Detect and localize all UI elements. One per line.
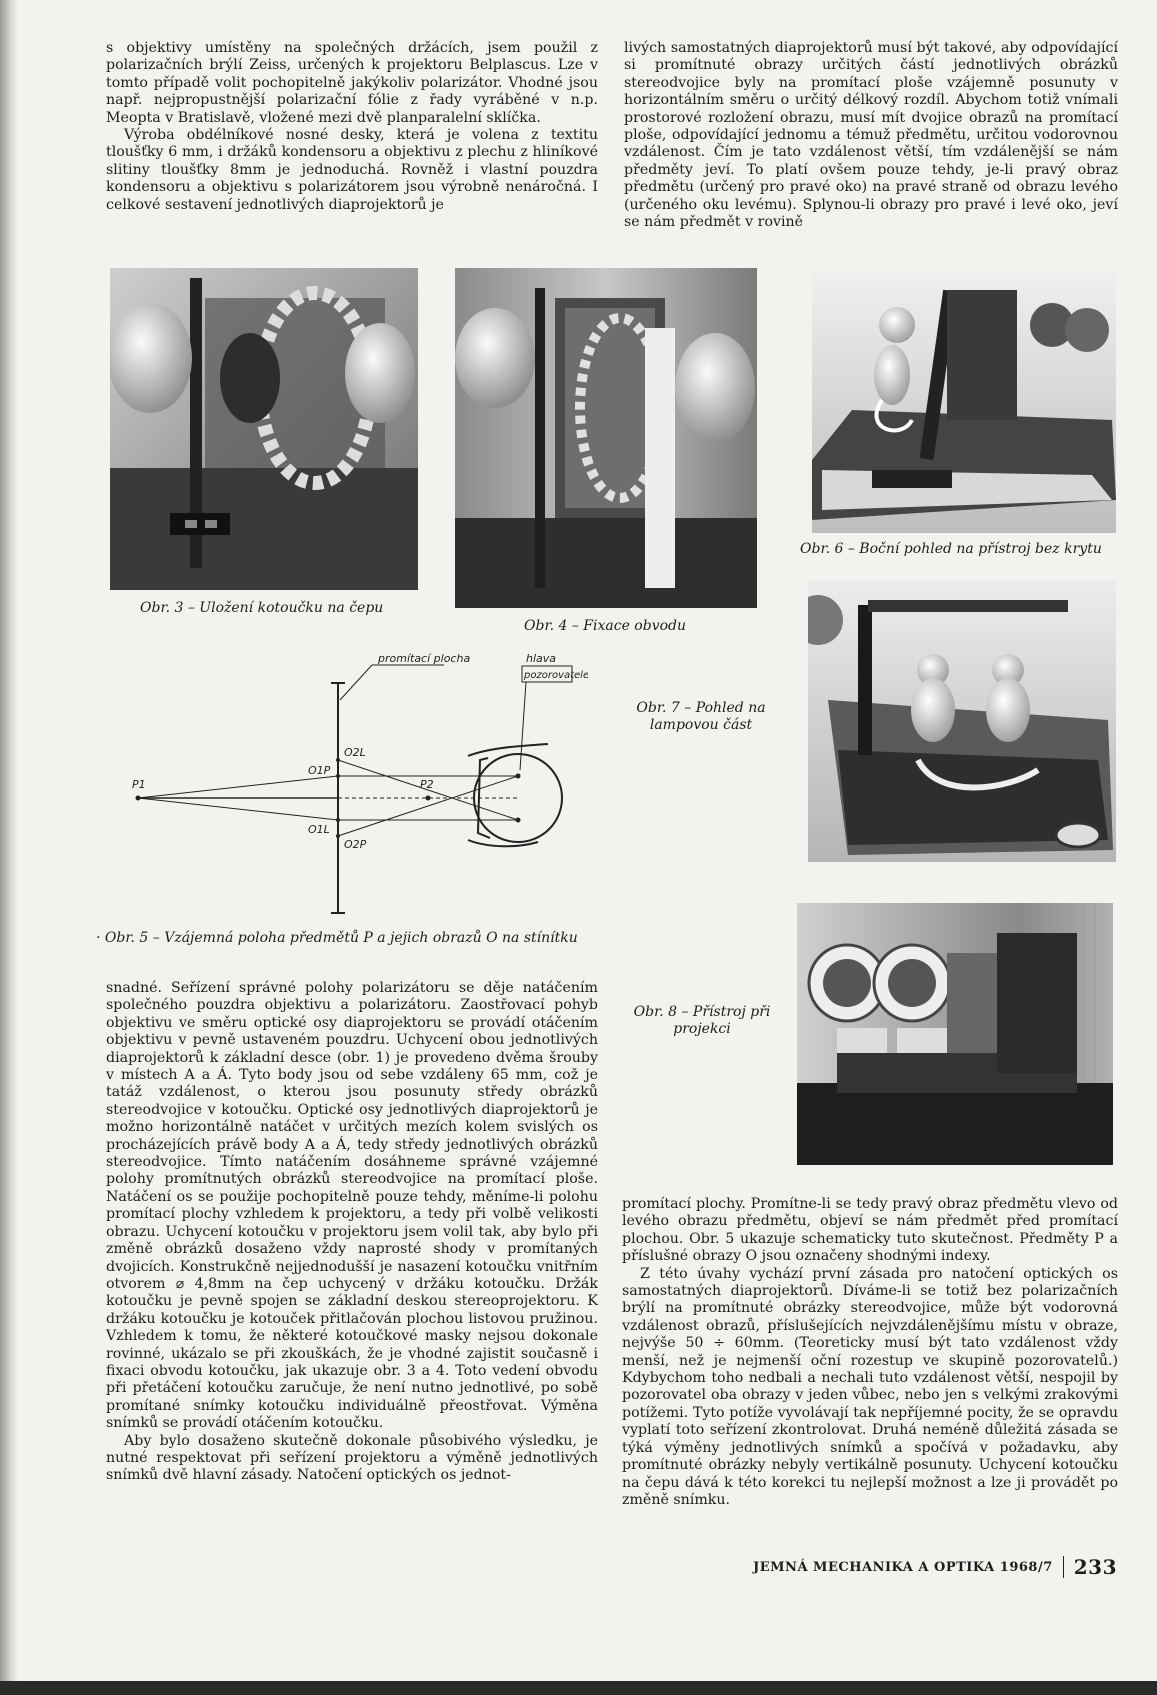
caption-fig8: Obr. 8 – Přístroj při projekci xyxy=(633,1004,771,1037)
page-footer xyxy=(753,1555,1117,1579)
photo-fig8-projecting xyxy=(797,903,1113,1165)
caption-fig4: Obr. 4 – Fixace obvodu xyxy=(524,618,687,634)
photo-fig4-rim-fixation xyxy=(455,268,757,608)
diagram-label-o1p: O1P xyxy=(308,764,331,777)
paragraph: Z této úvahy vychází první zásada pro natočení optických os samostatných diaprojektorů. Díváme-li se totiž bez polarizačních brýlí na promítnuté obrázky stereodvojice, může být vodorovná vzdálenost obrazů, příslušejících nejvzdálenějšímu místu v obraze, nejvýše 50 ÷ 60mm. (Teoreticky musí být tato vzdálenost vždy menší, než je nejmenší oční rozestup ve skupině pozorovatelů.) Kdybychom toho nedbali a nechali tuto vzdálenost větší, nespojil by pozorovatel oba obrazy v jeden vůbec, nebo jen s velkými zrakovými potížemi. Tyto potíže vyvolávají tak nepříjemné pocity, že se opravdu vyplatí toto seřízení zkontrolovat. Druhá neméně důležitá zásada se týká výměny jednotlivých snímků a spočívá v požadavku, aby promítnuté obrázky nebyly vertikálně posunuty. Uchycení kotoučku na čepu dává k této korekci tu nejlepší možnost a lze ji provádět po změně snímku. xyxy=(622,1265,1118,1508)
paragraph: snadné. Seřízení správné polohy polarizátoru se děje natáčením společného pouzdra objektivu a polarizátoru. Zaostřovací pohyb objektivu ve směru optické osy diaprojektoru se provádí otáčením objektivu v pevně ustaveném pouzdru. Uchycení obou jednotlivých diaprojektorů k základní desce (obr. 1) je provedeno dvěma šrouby v místech A a Á. Tyto body jsou od sebe vzdáleny 65 mm, což je tatáž vzdálenost, o kterou jsou posunuty středy obrázků stereodvojice v kotoučku. Optické osy jednotlivých diaprojektorů je možno horizontálně natáčet v určitých mezích kolem svislých os procházejících právě body A a Á, tedy středy jednotlivých obrázků stereodvojice. Tímto natáčením dosáhneme správné vzájemné polohy promítnutých obrázků stereodvojice na promítací ploše. Natáčení os se použije pochopitelně pouze tehdy, měníme-li polohu promítací plochy vzhledem k projektoru, a tedy při volbě velikosti obrazu. Uchycení kotoučku v projektoru jsem volil tak, aby bylo při změně obrázků dosaženo vždy naprosté shody v promítaných dvojicích. Konstrukčně nejjednodušší je nasazení kotoučku vnitřním otvorem ⌀ 4,8mm na čep uchycený v držáku kotoučku. Držák kotoučku je pevně spojen se základní deskou stereoprojektoru. K držáku kotoučku je kotouček přitlačován plochou listovou pružinou. Vzhledem k tomu, že některé kotoučkové masky nejsou dokonale rovinné, ukázalo se při zkouškách, že je vhodné zajistit současně i fixaci obvodu kotoučku, jak ukazuje obr. 3 a 4. Toto vedení obvodu při přetáčení kotoučku zaručuje, že není nutno jednotlivé, po sobě promítané snímky kotoučku individuálně přeostřovat. Výměna snímků se provádí otáčením kotoučku. xyxy=(106,980,598,1432)
paragraph: Výroba obdélníkové nosné desky, která je volena z textitu tloušťky 6 mm, i držáků kondensoru a objektivu z plechu z hliníkové slitiny tloušťky 8mm je jednoduchá. Rovněž i vlastní pouzdra kondensoru a objektivu s polarizátorem jsou výrobně nenáročná. I celkové sestavení jednotlivých diaprojektorů je xyxy=(106,127,598,213)
paragraph: livých samostatných diaprojektorů musí být takové, aby odpovídající si promítnuté obrazy určitých částí jednotlivých obrázků stereodvojice byly na promítací ploše vzájemně posunuty v horizontálním směru o určitý délkový rozdíl. Abychom totiž vnímali prostorové rozložení obrazu, musí mít dvojice obrazů na promítací ploše, odpovídající jednomu a témuž předmětu, určitou vodorovnou vzdálenost. Čím je tato vzdálenost větší, tím vzdálenější se nám předměty jeví. To platí ovšem pouze tehdy, je-li pravý obraz předmětu (určený pro pravé oko) na pravé straně od obrazu levého (určeného oku levému). Splynou-li obrazy pro pravé i levé oko, jeví se nám předmět v rovině xyxy=(624,40,1118,231)
diagram-label-o2l: O2L xyxy=(344,746,366,759)
text-column-left-top xyxy=(106,40,598,214)
caption-fig7: Obr. 7 – Pohled na lampovou část xyxy=(636,700,766,733)
paragraph: s objektivy umístěny na společných držácích, jsem použil z polarizačních brýlí Zeiss, určených k projektoru Belplascus. Lze v tomto případě volit pochopitelně jakýkoliv polarizátor. Vhodné jsou např. nejpropustnější polarizační fólie z řady vyráběné v n.p. Meopta v Bratislavě, vložené mezi dvě planparalelní sklíčka. xyxy=(106,40,598,126)
diagram-label-p2: P2 xyxy=(420,778,434,791)
text-column-right-top xyxy=(624,40,1118,231)
diagram-label-head-2: pozorovatele xyxy=(524,670,588,681)
diagram-label-screen: promítací plocha xyxy=(378,652,471,665)
footer-divider xyxy=(1063,1556,1064,1578)
photo-fig7-lamp-section xyxy=(808,580,1116,862)
diagram-label-o1l: O1L xyxy=(308,823,330,836)
diagram-label-o2p: O2P xyxy=(344,838,367,851)
photo-fig3-disk-on-pin xyxy=(110,268,418,590)
paragraph: Aby bylo dosaženo skutečně dokonale působivého výsledku, je nutné respektovat při seřízení projektoru a výměně jednotlivých snímků dvě hlavní zásady. Natočení optických os jednot- xyxy=(106,1432,598,1484)
text-column-left-bottom xyxy=(106,980,598,1485)
caption-fig3: Obr. 3 – Uložení kotoučku na čepu xyxy=(140,600,384,616)
text-column-right-bottom xyxy=(622,1196,1118,1509)
bullet: · xyxy=(96,930,105,946)
page-number: 233 xyxy=(1073,1555,1117,1579)
scan-bottom-edge xyxy=(0,1681,1157,1695)
diagram-label-head-1: hlava xyxy=(526,652,557,665)
caption-fig5-text: Obr. 5 – Vzájemná poloha předmětů P a jejich obrazů O na stínítku xyxy=(104,930,578,946)
paragraph: promítací plochy. Promítne-li se tedy pravý obraz předmětu vlevo od levého obrazu předmětu, objeví se nám předmět před promítací plochou. Obr. 5 ukazuje schematicky tuto skutečnost. Předměty P a příslušné obrazy O jsou označeny shodnými indexy. xyxy=(622,1196,1118,1265)
caption-fig6: Obr. 6 – Boční pohled na přístroj bez krytu xyxy=(800,541,1102,557)
caption-fig5 xyxy=(96,930,578,947)
journal-name: JEMNÁ MECHANIKA A OPTIKA 1968/7 xyxy=(753,1559,1053,1575)
photo-fig6-side-view xyxy=(812,270,1116,533)
diagram-fig5 xyxy=(128,648,588,918)
page-binding-shadow xyxy=(0,0,18,1695)
diagram-label-p1: P1 xyxy=(132,778,146,791)
